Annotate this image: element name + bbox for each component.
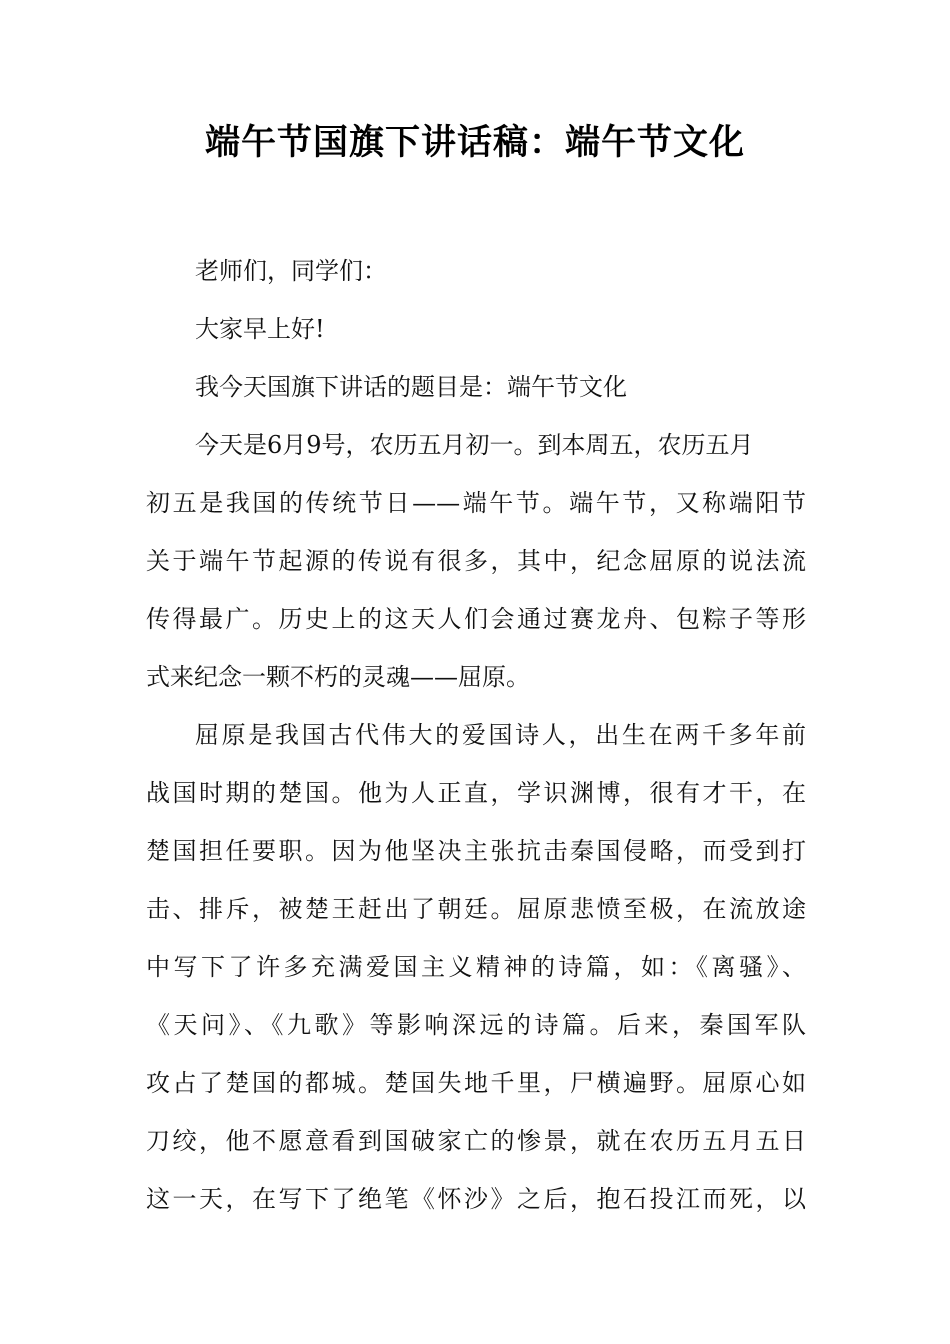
morning-line: 大家早上好! <box>195 315 325 343</box>
paragraph1-line: 关于端午节起源的传说有很多，其中，纪念屈原的说法流 <box>146 547 806 575</box>
paragraph2-line: 《天问》、《九歌》等影响深远的诗篇。后来，秦国军队 <box>146 1011 806 1039</box>
paragraph1-line: 式来纪念一颗不朽的灵魂——屈原。 <box>146 663 530 691</box>
paragraph2-line: 击、排斥，被楚王赶出了朝廷。屈原悲愤至极，在流放途 <box>146 895 806 923</box>
paragraph2-line: 中写下了许多充满爱国主义精神的诗篇，如：《离骚》、 <box>146 953 806 981</box>
paragraph2-line: 攻占了楚国的都城。楚国失地千里，尸横遍野。屈原心如 <box>146 1069 806 1097</box>
paragraph1-line: 今天是6月9号，农历五月初一。到本周五，农历五月 <box>195 431 754 459</box>
topic-line: 我今天国旗下讲话的题目是：端午节文化 <box>195 373 627 401</box>
paragraph2-line: 刀绞，他不愿意看到国破家亡的惨景，就在农历五月五日 <box>146 1127 806 1155</box>
paragraph2-line: 楚国担任要职。因为他坚决主张抗击秦国侵略，而受到打 <box>146 837 806 865</box>
document-title: 端午节国旗下讲话稿：端午节文化 <box>204 123 745 163</box>
paragraph1-line: 传得最广。历史上的这天人们会通过赛龙舟、包粽子等形 <box>146 605 806 633</box>
paragraph2-line: 战国时期的楚国。他为人正直，学识渊博，很有才干，在 <box>146 779 806 807</box>
paragraph2-line: 这一天，在写下了绝笔《怀沙》之后，抱石投江而死，以 <box>146 1185 806 1213</box>
paragraph2-line: 屈原是我国古代伟大的爱国诗人，出生在两千多年前 <box>195 721 806 749</box>
paragraph1-line: 初五是我国的传统节日——端午节。端午节，又称端阳节 <box>146 489 806 517</box>
greeting-line: 老师们，同学们： <box>195 257 387 285</box>
